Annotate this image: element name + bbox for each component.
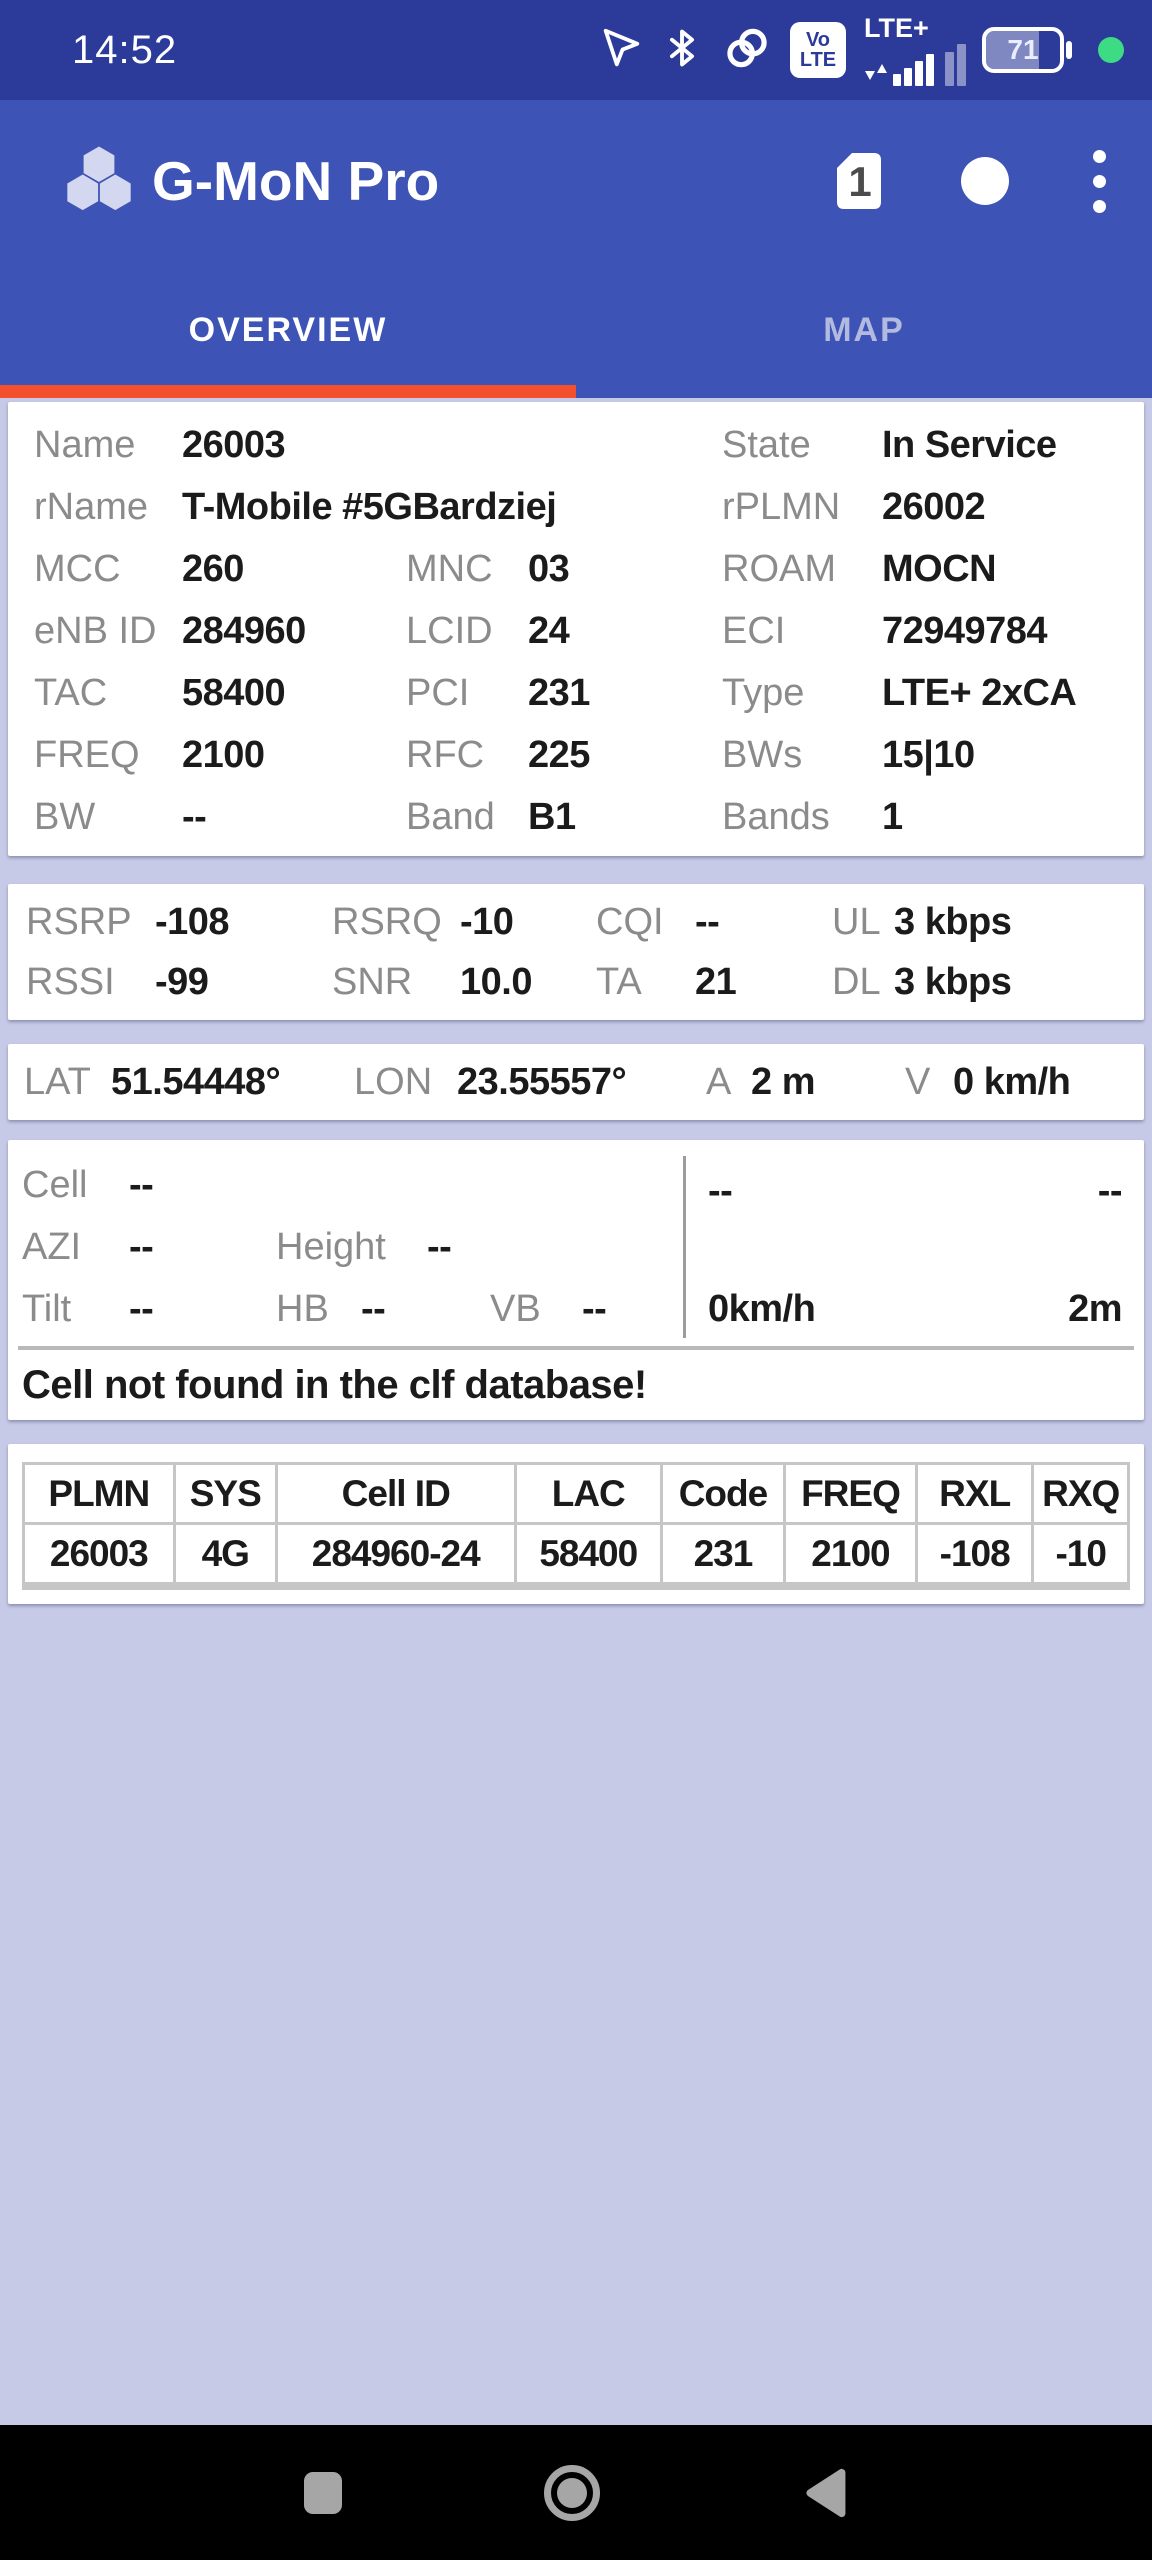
field-label: Band bbox=[406, 795, 495, 838]
field-value: 51.54448° bbox=[111, 1060, 281, 1103]
serving-cell-card bbox=[8, 402, 1144, 856]
field-value: 26003 bbox=[182, 423, 286, 466]
tab-overview[interactable]: OVERVIEW bbox=[188, 310, 388, 349]
table-cell: 284960-24 bbox=[278, 1525, 514, 1582]
field-value: 3 kbps bbox=[894, 960, 1012, 1003]
field-label: State bbox=[722, 423, 811, 466]
tab-bar bbox=[0, 262, 1152, 398]
field-value: -- bbox=[582, 1287, 607, 1330]
signal-bar bbox=[893, 74, 901, 86]
field-value: 2m bbox=[1068, 1287, 1122, 1330]
table-cell: 231 bbox=[663, 1525, 783, 1582]
field-value: -- bbox=[361, 1287, 386, 1330]
field-value: 03 bbox=[528, 547, 570, 590]
column-header: FREQ bbox=[786, 1465, 915, 1522]
field-label: FREQ bbox=[34, 733, 140, 776]
field-value: 0 km/h bbox=[953, 1060, 1071, 1103]
field-value: -108 bbox=[155, 900, 230, 943]
signal-measurements-card bbox=[8, 884, 1144, 1020]
link-icon bbox=[720, 23, 774, 78]
tab-map[interactable]: MAP bbox=[823, 310, 905, 349]
field-value: 21 bbox=[695, 960, 737, 1003]
signal-bar bbox=[915, 61, 923, 86]
kebab-menu-icon[interactable] bbox=[1087, 144, 1112, 219]
location-icon bbox=[598, 25, 644, 76]
table-cell: 4G bbox=[176, 1525, 275, 1582]
field-label: RFC bbox=[406, 733, 485, 776]
table-cell: -10 bbox=[1034, 1525, 1127, 1582]
field-label: PCI bbox=[406, 671, 470, 714]
sim-card-icon[interactable] bbox=[835, 151, 883, 211]
field-value: -- bbox=[129, 1225, 154, 1268]
field-value: 26002 bbox=[882, 485, 986, 528]
field-label: RSSI bbox=[26, 960, 115, 1003]
field-label: RSRQ bbox=[332, 900, 442, 943]
field-value: 2 m bbox=[751, 1060, 815, 1103]
network-type-label: LTE+ bbox=[864, 12, 929, 43]
field-value: 1 bbox=[882, 795, 903, 838]
volte-badge: Vo LTE bbox=[790, 22, 846, 78]
field-value: B1 bbox=[528, 795, 576, 838]
field-value: 72949784 bbox=[882, 609, 1048, 652]
field-label: A bbox=[706, 1060, 732, 1103]
field-label: LAT bbox=[24, 1060, 91, 1103]
field-value: T-Mobile #5GBardziej bbox=[182, 485, 557, 528]
field-label: SNR bbox=[332, 960, 413, 1003]
signal-cluster bbox=[864, 12, 966, 86]
column-header: Cell ID bbox=[278, 1465, 514, 1522]
privacy-dot bbox=[1098, 37, 1124, 63]
column-header: RXL bbox=[918, 1465, 1032, 1522]
home-circle-icon[interactable] bbox=[544, 2465, 600, 2521]
field-label: rName bbox=[34, 485, 149, 528]
field-label: BWs bbox=[722, 733, 803, 776]
field-label: CQI bbox=[596, 900, 664, 943]
field-label: MCC bbox=[34, 547, 121, 590]
field-value: 225 bbox=[528, 733, 590, 776]
cell-table bbox=[22, 1462, 1130, 1590]
app-bar bbox=[0, 100, 1152, 262]
field-label: ROAM bbox=[722, 547, 836, 590]
field-value: 24 bbox=[528, 609, 570, 652]
column-header: SYS bbox=[176, 1465, 275, 1522]
field-label: MNC bbox=[406, 547, 493, 590]
field-label: TA bbox=[596, 960, 642, 1003]
battery-percent: 71 bbox=[1007, 34, 1039, 65]
distance-panel bbox=[686, 1150, 1144, 1342]
field-label: TAC bbox=[34, 671, 108, 714]
status-icons bbox=[598, 12, 1124, 86]
field-value: -- bbox=[427, 1225, 452, 1268]
field-value: MOCN bbox=[882, 547, 997, 590]
table-cell: 2100 bbox=[786, 1525, 915, 1582]
page-title: G-MoN Pro bbox=[152, 150, 440, 212]
field-value: -- bbox=[182, 795, 207, 838]
field-label: LON bbox=[354, 1060, 433, 1103]
clf-message: Cell not found in the clf database! bbox=[22, 1362, 647, 1407]
clock: 14:52 bbox=[72, 27, 178, 72]
recents-square-icon[interactable] bbox=[304, 2472, 342, 2514]
field-label: DL bbox=[832, 960, 881, 1003]
cell-table-card bbox=[8, 1444, 1144, 1604]
column-header: LAC bbox=[517, 1465, 660, 1522]
field-label: LCID bbox=[406, 609, 493, 652]
antenna-fields bbox=[8, 1150, 683, 1342]
field-label: AZI bbox=[22, 1225, 82, 1268]
field-value: 2100 bbox=[182, 733, 265, 776]
field-value: 15|10 bbox=[882, 733, 975, 776]
battery-nub bbox=[1066, 41, 1072, 59]
clf-info-card bbox=[8, 1140, 1144, 1420]
table-cell: 58400 bbox=[517, 1525, 660, 1582]
column-header: RXQ bbox=[1034, 1465, 1127, 1522]
field-value: 231 bbox=[528, 671, 590, 714]
field-value: In Service bbox=[882, 423, 1057, 466]
field-value: -- bbox=[129, 1287, 154, 1330]
android-nav-bar bbox=[0, 2425, 1152, 2560]
field-label: RSRP bbox=[26, 900, 132, 943]
gps-card bbox=[8, 1044, 1144, 1120]
field-value: 10.0 bbox=[460, 960, 532, 1003]
signal-bar bbox=[904, 68, 912, 86]
status-bar bbox=[0, 0, 1152, 100]
overview-content bbox=[0, 398, 1152, 1604]
field-value: -- bbox=[708, 1169, 733, 1212]
signal-bar bbox=[926, 54, 934, 86]
field-label: rPLMN bbox=[722, 485, 841, 528]
field-value: -- bbox=[695, 900, 720, 943]
battery-indicator bbox=[982, 27, 1072, 73]
field-label: BW bbox=[34, 795, 96, 838]
signal-bar-sim2 bbox=[957, 44, 966, 86]
app-logo-hexagons bbox=[62, 144, 136, 219]
table-cell: 26003 bbox=[25, 1525, 173, 1582]
field-label: V bbox=[905, 1060, 931, 1103]
field-label: ECI bbox=[722, 609, 786, 652]
table-cell: -108 bbox=[918, 1525, 1032, 1582]
field-value: 260 bbox=[182, 547, 244, 590]
field-label: Cell bbox=[22, 1163, 88, 1206]
data-arrows-icon bbox=[864, 63, 888, 86]
field-label: Height bbox=[276, 1225, 386, 1268]
field-label: Tilt bbox=[22, 1287, 72, 1330]
field-label: VB bbox=[490, 1287, 541, 1330]
bluetooth-icon bbox=[660, 24, 704, 77]
column-header: Code bbox=[663, 1465, 783, 1522]
field-value: -99 bbox=[155, 960, 209, 1003]
field-value: -- bbox=[129, 1163, 154, 1206]
field-label: Type bbox=[722, 671, 805, 714]
field-label: Name bbox=[34, 423, 136, 466]
field-label: HB bbox=[276, 1287, 329, 1330]
field-label: Bands bbox=[722, 795, 830, 838]
field-value: 58400 bbox=[182, 671, 286, 714]
svg-text:1: 1 bbox=[848, 158, 872, 205]
field-value: -10 bbox=[460, 900, 514, 943]
field-label: eNB ID bbox=[34, 609, 157, 652]
field-value: LTE+ 2xCA bbox=[882, 671, 1077, 714]
field-value: -- bbox=[1097, 1169, 1122, 1212]
field-value: 284960 bbox=[182, 609, 306, 652]
signal-bar-sim2 bbox=[945, 52, 954, 86]
back-triangle-icon[interactable] bbox=[802, 2467, 848, 2519]
field-value: 0km/h bbox=[708, 1287, 816, 1330]
record-circle-icon[interactable] bbox=[961, 157, 1009, 205]
field-value: 23.55557° bbox=[457, 1060, 627, 1103]
field-label: UL bbox=[832, 900, 881, 943]
field-value: 3 kbps bbox=[894, 900, 1012, 943]
column-header: PLMN bbox=[25, 1465, 173, 1522]
active-tab-underline bbox=[0, 385, 576, 398]
